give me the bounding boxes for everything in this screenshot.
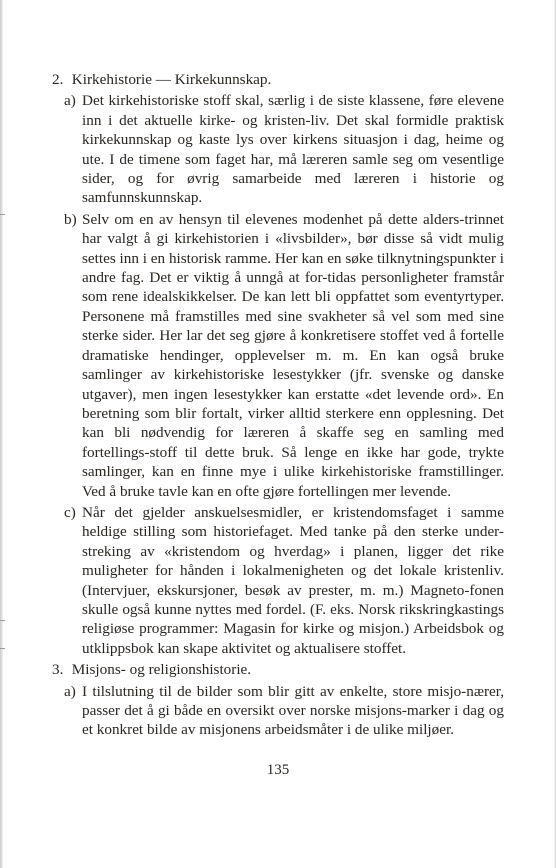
item-marker: b) — [64, 210, 77, 228]
item-text: Det kirkehistoriske stoff skal, særlig i de siste klassene, føre elevene inn i det aktuelle kirke- og kristen-liv. Det skal formidle praktisk kirkekunnskap og kaste lys over kirkens situasjon i dag, heime og ute. I de timene som faget har, må læreren samle seg om vesentlige sider, og for øvrig samarbeide med læreren i historie og samfunnskunnskap. — [82, 92, 504, 207]
body-text — [52, 70, 504, 742]
page-number: 135 — [266, 762, 290, 778]
item-text: Selv om en av hensyn til elevenes modenhet på dette alders-trinnet har valgt å gi kirkehistorien i «livsbilder», bør disse så vidt mulig settes inn i en historisk ramme. Her kan en søke tilknytningspunkter i andre fag. Det er viktig å unngå at for-tidas personligheter framstår som rene idealskikkelser. De kan lett bli oppfattet som eventyrtyper. Personene må framstilles med sine svakheter så vel som med sine sterke sider. Her lar det seg gjøre å konkretisere stoffet ved å fortelle dramatiske hendinger, opplevelser m. m. En kan også bruke samlinger av kirkehistoriske lesestykker (jfr. svenske og danske utgaver), men ingen lesestykker kan erstatte «det levende ord». En beretning som blir fortalt, virker alltid sterkere enn opplesning. Det kan bli nødvendig for læreren å skaffe seg en samling med fortellings-stoff til dette bruk. Så lenge en ikke har gode, trykte samlinger, kan en finne mye i ulike kirkehistoriske framstillinger. Ved å bruke tavle kan en ofte gjøre fortellingen mer levende. — [82, 210, 504, 500]
margin-mark — [0, 620, 5, 621]
scan-left-edge — [0, 0, 3, 868]
item-marker: a) — [64, 682, 76, 700]
list-item — [52, 503, 504, 658]
section-title: Misjons- og religionshistorie. — [71, 661, 252, 679]
section-title: Kirkehistorie — Kirkekunnskap. — [71, 71, 272, 88]
section-heading — [52, 70, 504, 89]
list-item — [52, 210, 504, 501]
list-item — [52, 682, 504, 740]
section-heading — [52, 660, 504, 679]
list-item — [52, 91, 504, 207]
item-marker: a) — [64, 92, 76, 110]
item-text: I tilslutning til de bilder som blir gitt av enkelte, store misjo-nærer, passer det å gi både en oversikt over norske misjons-marker i dag og et konkret bilde av misjonens arbeidsmåter i de ulike miljøer. — [82, 682, 504, 739]
section-number: 3. — [52, 661, 64, 679]
margin-mark — [0, 214, 5, 215]
item-text: Når det gjelder anskuelsesmidler, er kristendomsfaget i samme heldige stilling som historiefaget. Med tanke på den sterke under-streking av «kristendom og hverdag» i planen, ligger det rike muligheter for hånden i lokalmenigheten og det lokale kristenliv. (Intervjuer, ekskursjoner, besøk av prester, m. m.) Magneto-fonen skulle også kunne nyttes med fordel. (F. eks. Norsk rikskringkastings religiøse programmer: Magasin for kirke og misjon.) Arbeidsbok og utklippsbok kan skape aktivitet og aktualisere stoffet. — [82, 503, 504, 657]
section-number: 2. — [52, 71, 64, 88]
item-marker: c) — [64, 503, 76, 521]
margin-mark — [0, 648, 5, 649]
